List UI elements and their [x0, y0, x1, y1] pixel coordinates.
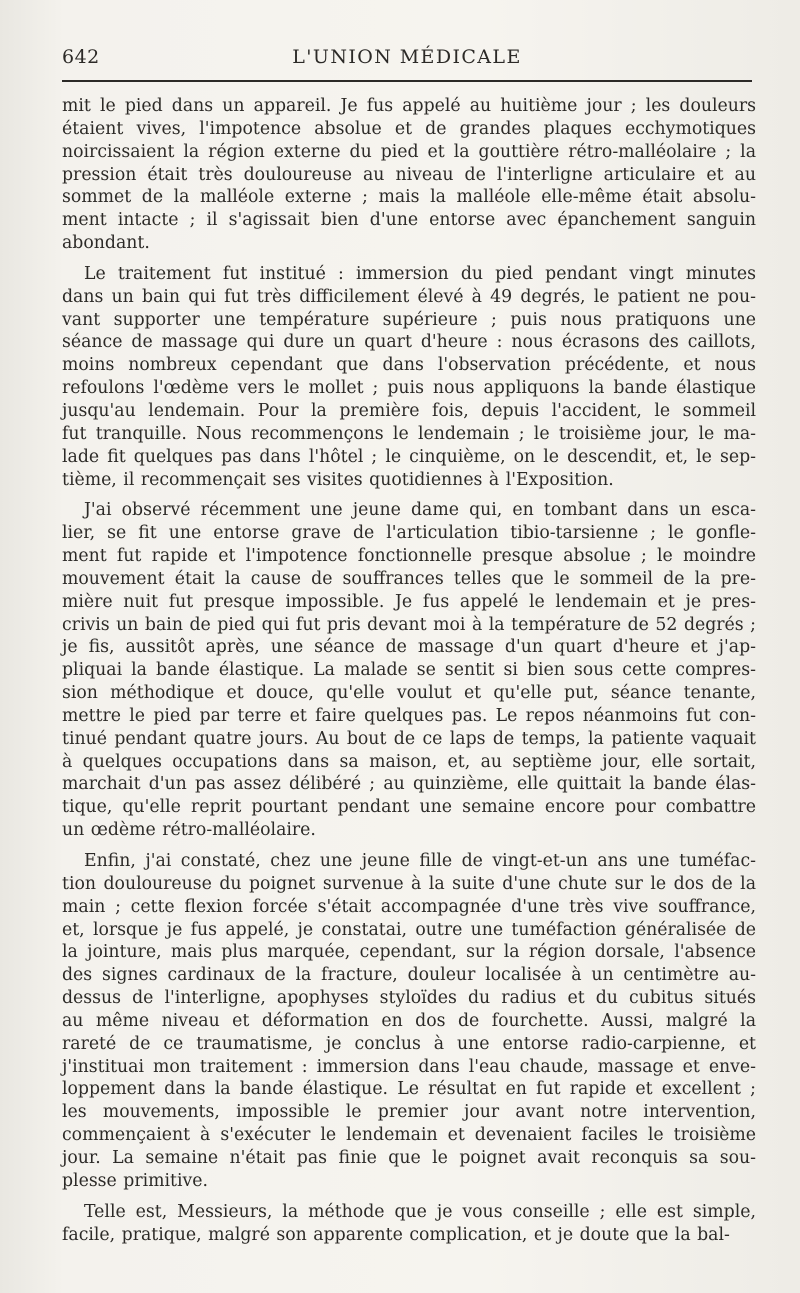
text-line: séance de massage qui dure un quart d'heure : nous écrasons des caillots, — [62, 332, 756, 353]
text-line: vant supporter une température supérieure ; puis nous pratiquons une — [62, 309, 756, 330]
text-line: commençaient à s'exécuter le lendemain et devenaient faciles le troisième — [62, 1125, 756, 1146]
text-line: tique, qu'elle reprit pourtant pendant une semaine encore pour combattre — [62, 797, 756, 818]
text-line: pression était très douloureuse au niveau de l'interligne articulaire et au — [62, 164, 756, 185]
paragraph — [62, 95, 756, 255]
text-line: jour. La semaine n'était pas finie que le poignet avait reconquis sa sou- — [62, 1147, 756, 1168]
paragraph-gap — [62, 255, 756, 263]
text-line: étaient vives, l'impotence absolue et de grandes plaques ecchymotiques — [62, 118, 756, 139]
text-line: Le traitement fut institué : immersion du pied pendant vingt minutes — [84, 263, 756, 284]
text-line: des signes cardinaux de la fracture, douleur localisée à un centimètre au- — [62, 965, 756, 986]
text-line: à quelques occupations dans sa maison, et, au septième jour, elle sortait, — [62, 751, 756, 772]
text-line: J'ai observé récemment une jeune dame qui, en tombant dans un esca- — [84, 500, 756, 521]
text-line: noircissaient la région externe du pied et la gouttière rétro-malléolaire ; la — [62, 141, 756, 162]
text-line: Telle est, Messieurs, la méthode que je vous conseille ; elle est simple, — [84, 1201, 756, 1222]
text-line: jusqu'au lendemain. Pour la première fois, depuis l'accident, le sommeil — [62, 400, 756, 421]
text-line: les mouvements, impossible le premier jour avant notre intervention, — [62, 1102, 756, 1123]
text-line: la jointure, mais plus marquée, cependant, sur la région dorsale, l'absence — [62, 942, 756, 963]
text-line: au même niveau et déformation en dos de fourchette. Aussi, malgré la — [62, 1010, 756, 1031]
text-line: sommet de la malléole externe ; mais la malléole elle-même était absolu- — [62, 187, 756, 208]
text-line: marchait d'un pas assez délibéré ; au quinzième, elle quittait la bande élas- — [62, 774, 756, 795]
text-line: ment fut rapide et l'impotence fonctionnelle presque absolue ; le moindre — [62, 546, 756, 567]
text-line: Enfin, j'ai constaté, chez une jeune fille de vingt-et-un ans une tuméfac- — [84, 851, 756, 871]
text-line: lade fit quelques pas dans l'hôtel ; le cinquième, on le descendit, et, le sep- — [62, 446, 756, 467]
paragraph — [62, 263, 756, 491]
text-line: pliquai la bande élastique. La malade se sentit si bien sous cette compres- — [62, 660, 756, 681]
text-line: tinué pendant quatre jours. Au bout de ce laps de temps, la patiente vaquait — [62, 728, 756, 749]
text-line: moins nombreux cependant que dans l'observation précédente, et nous — [62, 355, 756, 376]
text-line: dessus de l'interligne, apophyses styloïdes du radius et du cubitus situés — [62, 988, 756, 1009]
text-line: je fis, aussitôt après, une séance de massage d'un quart d'heure et j'ap- — [62, 637, 756, 658]
text-line: facile, pratique, malgré son apparente complication, et je doute que la bal- — [62, 1224, 730, 1245]
running-title: L'UNION MÉDICALE — [292, 46, 522, 68]
text-line: tion douloureuse du poignet survenue à la suite d'une chute sur le dos de la — [62, 873, 756, 894]
text-body — [62, 95, 756, 1246]
paragraph — [62, 1201, 756, 1247]
paragraph — [62, 850, 756, 1193]
text-line: mit le pied dans un appareil. Je fus appelé au huitième jour ; les douleurs — [62, 96, 756, 116]
text-line: tième, il recommençait ses visites quotidiennes à l'Exposition. — [62, 469, 614, 490]
text-line: ment intacte ; il s'agissait bien d'une entorse avec épanchement sanguin — [62, 210, 756, 231]
text-line: j'instituai mon traitement : immersion dans l'eau chaude, massage et enve- — [62, 1056, 756, 1077]
text-line: mière nuit fut presque impossible. Je fus appelé le lendemain et je pres- — [62, 591, 756, 612]
text-line: rareté de ce traumatisme, je conclus à une entorse radio-carpienne, et — [62, 1033, 756, 1054]
text-line: mouvement était la cause de souffrances telles que le sommeil de la pre- — [62, 568, 756, 589]
text-line: mettre le pied par terre et faire quelques pas. Le repos néanmoins fut con- — [62, 705, 756, 726]
text-line: sion méthodique et douce, qu'elle voulut et qu'elle put, séance tenante, — [62, 683, 756, 704]
text-line: dans un bain qui fut très difficilement élevé à 49 degrés, le patient ne pou- — [62, 286, 756, 307]
text-line: fut tranquille. Nous recommençons le lendemain ; le troisième jour, le ma- — [62, 423, 756, 444]
text-line: refoulons l'œdème vers le mollet ; puis nous appliquons la bande élastique — [62, 378, 756, 399]
text-line: plesse primitive. — [62, 1170, 208, 1191]
text-line: abondant. — [62, 233, 150, 254]
page-header — [62, 42, 752, 78]
text-line: loppement dans la bande élastique. Le résultat en fut rapide et excellent ; — [62, 1079, 756, 1100]
paragraph-gap — [62, 1193, 756, 1201]
text-line: et, lorsque je fus appelé, je constatai, outre une tuméfaction généralisée de — [62, 919, 756, 940]
header-rule — [62, 80, 752, 82]
text-line: main ; cette flexion forcée s'était accompagnée d'une très vive souffrance, — [62, 896, 756, 917]
paragraph — [62, 499, 756, 842]
paragraph-gap — [62, 491, 756, 499]
text-line: lier, se fit une entorse grave de l'articulation tibio-tarsienne ; le gonfle- — [62, 523, 756, 544]
paragraph-gap — [62, 842, 756, 850]
page-number: 642 — [62, 46, 100, 68]
text-line: crivis un bain de pied qui fut pris devant moi à la température de 52 degrés ; — [62, 614, 756, 635]
text-line: un œdème rétro-malléolaire. — [62, 820, 316, 841]
